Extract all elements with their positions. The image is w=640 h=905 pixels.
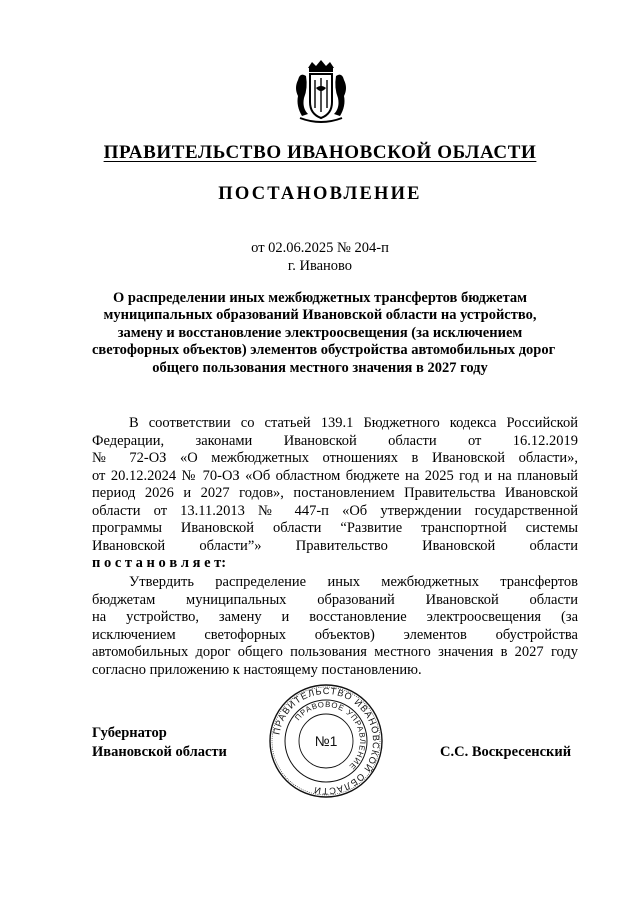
subject-line: светофорных объектов) элементов обустройства автомобильных дорог xyxy=(92,342,556,359)
resolves-line xyxy=(92,555,578,573)
body-line: № 72-ОЗ «О межбюджетных отношениях в Ивановской области», xyxy=(92,450,578,466)
body-line: исключением светофорных объектов) элементов обустройства xyxy=(92,626,578,643)
city: г. Иваново xyxy=(287,258,353,274)
body-line: согласно приложению к настоящему постановлению. xyxy=(92,661,422,678)
resolves-word: п о с т а н о в л я е т xyxy=(92,555,222,571)
date-and-number: от 02.06.2025 № 204-п xyxy=(251,240,389,256)
coat-of-arms-icon xyxy=(294,58,348,124)
body-line: В соответствии со статьей 139.1 Бюджетного кодекса Российской xyxy=(129,415,578,431)
official-stamp xyxy=(268,683,384,799)
body-line: Ивановской области”» Правительство Ивановской области xyxy=(92,537,578,554)
stamp-inner-text: ПРАВОВОЕ УПРАВЛЕНИЕ xyxy=(293,699,368,772)
government-title xyxy=(0,142,640,164)
subject-line: замену и восстановление электроосвещения (за исключением xyxy=(117,324,523,341)
resolves-colon: : xyxy=(221,555,227,571)
operative-paragraph xyxy=(92,574,578,679)
position-line: Ивановской области xyxy=(92,744,227,760)
signatory-name: С.С. Воскресенский xyxy=(440,744,572,760)
body-line: области от 13.11.2013 № 447-п «Об утверждении государственной xyxy=(92,502,578,519)
body-line: от 20.12.2024 № 70-ОЗ «Об областном бюджете на 2025 год и на плановый xyxy=(92,467,578,484)
body-line: Утвердить распределение иных межбюджетных трансфертов xyxy=(129,574,578,590)
body-line: Федерации, законами Ивановской области от 16.12.2019 xyxy=(92,432,578,449)
stamp-outer-text: ПРАВИТЕЛЬСТВО ИВАНОВСКОЙ ОБЛАСТИ xyxy=(271,685,382,797)
government-title-text: ПРАВИТЕЛЬСТВО ИВАНОВСКОЙ ОБЛАСТИ xyxy=(103,142,537,163)
position-line: Губернатор xyxy=(92,725,167,741)
subject-line: общего пользования местного значения в 2027 году xyxy=(152,359,488,376)
document-type: ПОСТАНОВЛЕНИЕ xyxy=(218,184,422,204)
stamp-number: №1 xyxy=(314,733,338,749)
body-line: период 2026 и 2027 годов», постановлением Правительства Ивановской xyxy=(92,485,578,501)
subject-line: муниципальных образований Ивановской области на устройство, xyxy=(103,307,537,324)
body-line: бюджетам муниципальных образований Ивановской области xyxy=(92,591,578,608)
preamble-paragraph xyxy=(92,415,578,573)
body-line: автомобильных дорог общего пользования местного значения в 2027 году xyxy=(92,644,578,660)
body-line: программы Ивановской области “Развитие транспортной системы xyxy=(92,520,578,536)
body-line: на устройство, замену и восстановление электроосвещения (за xyxy=(92,609,578,625)
signatory-position xyxy=(92,724,227,762)
subject-line: О распределении иных межбюджетных трансфертов бюджетам xyxy=(112,290,527,306)
decree-subject xyxy=(92,290,556,377)
